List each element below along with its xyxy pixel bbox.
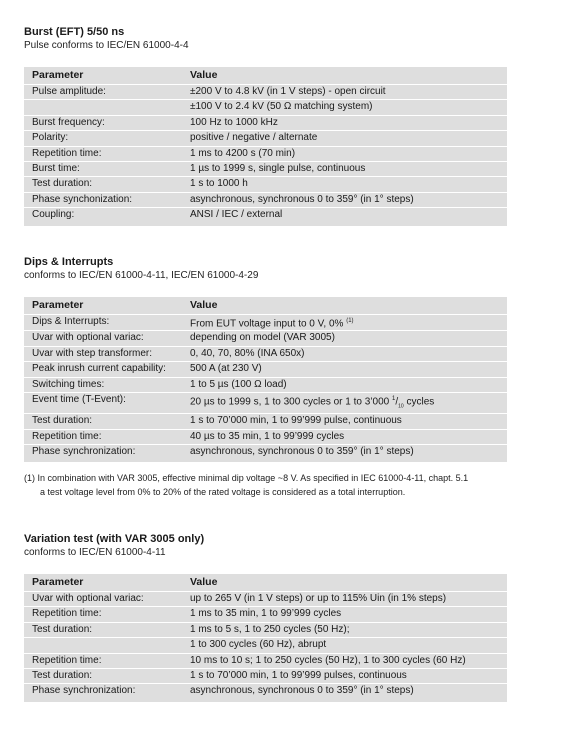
table-row [24, 429, 507, 444]
variation-section [24, 532, 507, 697]
value-cell: 1 to 300 cycles (60 Hz), abrupt [182, 638, 507, 653]
value-text: From EUT voltage input to 0 V, 0% [190, 318, 344, 330]
param-cell: Repetition time: [24, 146, 182, 161]
value-cell: up to 265 V (in 1 V steps) or up to 115% Uin (in 1% steps) [182, 592, 507, 607]
value-cell: ±200 V to 4.8 kV (in 1 V steps) - open circuit [182, 85, 507, 100]
footnote-marker: (1) [24, 473, 35, 483]
param-cell: Test duration: [24, 177, 182, 192]
value-cell: asynchronous, synchronous 0 to 359° (in 1° steps) [190, 446, 414, 457]
burst-title: Burst (EFT) 5/50 ns [24, 26, 125, 38]
table-row [24, 161, 507, 176]
table-row [24, 177, 507, 192]
dips-title: Dips & Interrupts [24, 256, 114, 268]
param-cell: Repetition time: [24, 429, 182, 444]
param-cell: Test duration: [24, 414, 182, 429]
table-header-row [24, 67, 507, 85]
table-row [24, 668, 507, 683]
footnote-line1: In combination with VAR 3005, effective minimal dip voltage ~8 V. As specified in IEC 61000-4-11, chapt. 5.1 [37, 473, 469, 483]
param-cell: Dips & Interrupts: [24, 315, 182, 331]
table-row [24, 192, 507, 207]
table-row [24, 208, 507, 226]
value-cell: 100 Hz to 1000 kHz [182, 115, 507, 130]
footnote [24, 471, 514, 499]
param-cell: Polarity: [24, 131, 182, 146]
param-cell: Switching times: [24, 377, 182, 392]
value-cell: ±100 V to 2.4 kV (50 Ω matching system) [182, 100, 507, 115]
value-cell: ANSI / IEC / external [190, 209, 283, 221]
param-cell [24, 100, 182, 115]
table-row [24, 445, 507, 463]
param-cell: Phase synchronization: [32, 446, 136, 457]
param-cell: Coupling: [32, 209, 75, 221]
param-cell: Phase synchonization: [24, 192, 182, 207]
value-text: 20 µs to 1999 s, 1 to 300 cycles or 1 to 3’000 [190, 396, 392, 408]
param-cell: Pulse amplitude: [24, 85, 182, 100]
table-row [24, 392, 507, 413]
fraction-denominator: 10 [398, 403, 404, 410]
value-cell: asynchronous, synchronous 0 to 359° (in 1° steps) [190, 685, 414, 697]
burst-subtitle: Pulse conforms to IEC/EN 61000-4-4 [24, 40, 189, 51]
value-cell: 1 to 5 µs (100 Ω load) [182, 377, 507, 392]
value-cell: 1 ms to 4200 s (70 min) [182, 146, 507, 161]
table-row [24, 362, 507, 377]
param-cell: Uvar with optional variac: [24, 592, 182, 607]
table-row [24, 653, 507, 668]
burst-table [24, 67, 507, 226]
param-cell: Uvar with optional variac: [24, 331, 182, 346]
column-header-value: Value [182, 297, 507, 315]
value-cell [182, 315, 507, 331]
column-header-value: Value [182, 574, 507, 592]
table-header-row [24, 297, 507, 315]
param-cell [24, 638, 182, 653]
value-cell: 500 A (at 230 V) [182, 362, 507, 377]
value-cell: 1 µs to 1999 s, single pulse, continuous [182, 161, 507, 176]
param-cell: Repetition time: [24, 653, 182, 668]
table-row [24, 592, 507, 607]
column-header-parameter: Parameter [24, 574, 182, 592]
fraction-numerator: 1 [392, 395, 396, 402]
column-header-parameter: Parameter [24, 67, 182, 85]
table-row [24, 346, 507, 361]
value-tail: cycles [403, 396, 435, 408]
param-cell: Peak inrush current capability: [24, 362, 182, 377]
footnote-ref: (1) [346, 318, 354, 324]
value-cell: 1 ms to 5 s, 1 to 250 cycles (50 Hz); [182, 622, 507, 637]
value-cell: 1 s to 70’000 min, 1 to 99’999 pulses, continuous [182, 668, 507, 683]
table-row [24, 638, 507, 653]
variation-subtitle: conforms to IEC/EN 61000-4-11 [24, 547, 166, 558]
table-row [24, 315, 507, 331]
variation-table [24, 574, 507, 702]
param-cell: Repetition time: [24, 607, 182, 622]
dips-subtitle: conforms to IEC/EN 61000-4-11, IEC/EN 61000-4-29 [24, 270, 259, 281]
table-row [24, 100, 507, 115]
param-cell: Test duration: [24, 668, 182, 683]
table-row [24, 146, 507, 161]
table-row [24, 414, 507, 429]
table-header-row [24, 574, 507, 592]
table-row [24, 622, 507, 637]
param-cell: Uvar with step transformer: [24, 346, 182, 361]
dips-section [24, 255, 507, 457]
dips-table [24, 297, 507, 462]
footnote-line2: a test voltage level from 0% to 20% of the rated voltage is considered as a total interruption. [40, 487, 406, 497]
value-cell: 1 s to 70’000 min, 1 to 99’999 pulse, continuous [182, 414, 507, 429]
value-cell: 40 µs to 35 min, 1 to 99’999 cycles [182, 429, 507, 444]
param-cell: Burst frequency: [24, 115, 182, 130]
value-cell: 20 µs to 1999 s, 1 to 300 cycles or 1 to 3’000 $^1/_{10}$ cycles [182, 392, 507, 413]
variation-title: Variation test (with VAR 3005 only) [24, 533, 205, 545]
table-row [24, 377, 507, 392]
value-cell: depending on model (VAR 3005) [182, 331, 507, 346]
value-cell: positive / negative / alternate [182, 131, 507, 146]
param-cell: Phase synchronization: [32, 685, 136, 697]
param-cell: Event time (T-Event): [24, 392, 182, 413]
column-header-value: Value [182, 67, 507, 85]
value-cell: asynchronous, synchronous 0 to 359° (in 1° steps) [182, 192, 507, 207]
value-cell: 1 s to 1000 h [182, 177, 507, 192]
table-row [24, 131, 507, 146]
burst-section [24, 25, 507, 221]
value-cell: 10 ms to 10 s; 1 to 250 cycles (50 Hz), 1 to 300 cycles (60 Hz) [182, 653, 507, 668]
table-row [24, 115, 507, 130]
param-cell: Test duration: [24, 622, 182, 637]
table-row [24, 607, 507, 622]
value-cell: 0, 40, 70, 80% (INA 650x) [182, 346, 507, 361]
column-header-parameter: Parameter [24, 297, 182, 315]
table-row [24, 331, 507, 346]
table-row [24, 684, 507, 702]
value-cell: 1 ms to 35 min, 1 to 99’999 cycles [182, 607, 507, 622]
table-row [24, 85, 507, 100]
param-cell: Burst time: [24, 161, 182, 176]
